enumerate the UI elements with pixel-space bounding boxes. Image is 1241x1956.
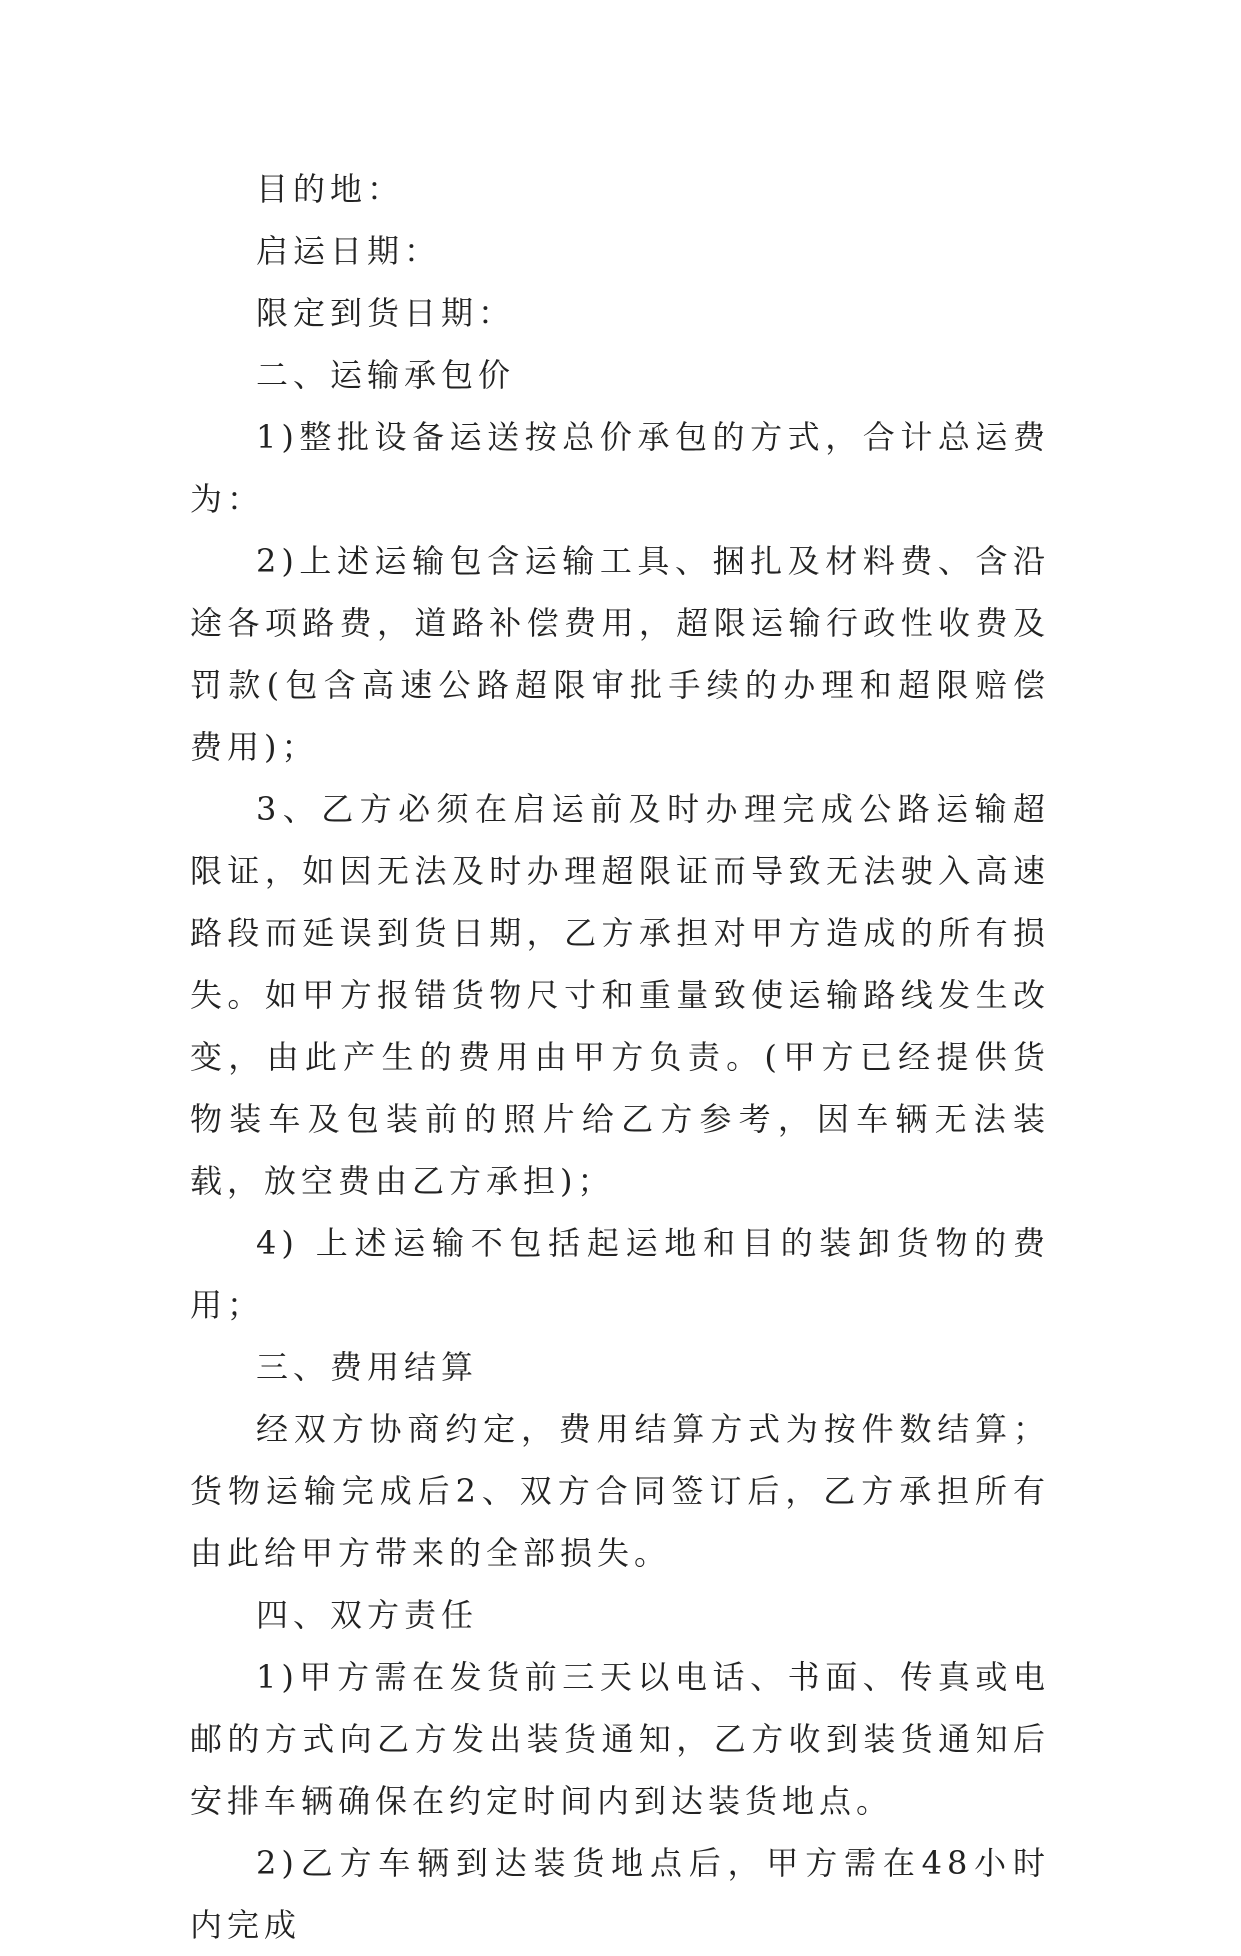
responsibility-clause-2: 2)乙方车辆到达装货地点后，甲方需在48小时内完成 — [190, 1844, 1050, 1944]
clause-3-oversize-permit: 3、乙方必须在启运前及时办理完成公路运输超限证，如因无法及时办理超限证而导致无法驶入高速路段而延误到货日期，乙方承担对甲方造成的所有损失。如甲方报错货物尺寸和重量致使运输路线发生改变，由此产生的费用由甲方负责。(甲方已经提供货物装车及包装前的照片给乙方参考，因车辆无法装载，放空费由乙方承担)； — [190, 790, 1050, 1200]
departure-date-line: 启运日期： — [256, 232, 442, 270]
section-heading-responsibilities: 四、双方责任 — [256, 1596, 479, 1634]
settlement-paragraph: 经双方协商约定，费用结算方式为按件数结算；货物运输完成后2、双方合同签订后，乙方承担所有由此给甲方带来的全部损失。 — [190, 1410, 1050, 1572]
destination-line: 目的地： — [256, 170, 405, 208]
delivery-deadline-line: 限定到货日期： — [256, 294, 516, 332]
document-body — [190, 158, 1050, 1956]
responsibility-clause-1: 1)甲方需在发货前三天以电话、书面、传真或电邮的方式向乙方发出装货通知，乙方收到装货通知后安排车辆确保在约定时间内到达装货地点。 — [190, 1658, 1050, 1820]
section-heading-transport-price: 二、运输承包价 — [256, 356, 516, 394]
clause-4-exclusions: 4) 上述运输不包括起运地和目的装卸货物的费用； — [190, 1224, 1050, 1324]
section-heading-settlement: 三、费用结算 — [256, 1348, 479, 1386]
clause-2-included-costs: 2)上述运输包含运输工具、捆扎及材料费、含沿途各项路费，道路补偿费用，超限运输行政性收费及罚款(包含高速公路超限审批手续的办理和超限赔偿费用)； — [190, 542, 1050, 766]
clause-1-total-price: 1)整批设备运送按总价承包的方式，合计总运费为： — [190, 418, 1050, 518]
